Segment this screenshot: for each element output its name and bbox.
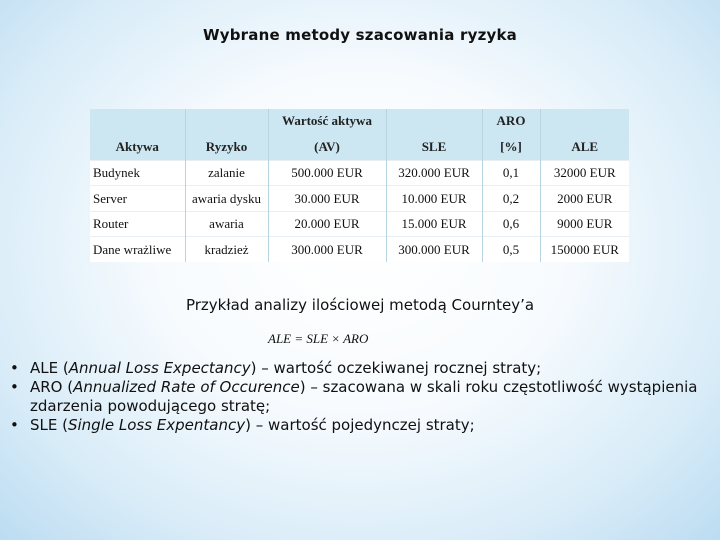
list-item — [8, 378, 708, 416]
bullet-icon: • — [10, 359, 19, 377]
table-row — [90, 186, 629, 211]
cell-av: 300.000 EUR — [268, 237, 386, 262]
cell-aro: 0,1 — [482, 161, 540, 186]
table-row — [90, 211, 629, 236]
definition-text: ) – szacowana w skali roku częstotliwość wystąpienia zdarzenia powodującego stratę; — [30, 378, 698, 415]
definition-abbr: ALE — [30, 359, 59, 377]
table-header-row — [90, 133, 629, 161]
definition-term: Single Loss Expentancy — [67, 416, 246, 434]
cell-asset: Server — [90, 186, 185, 211]
header-cell-empty — [90, 109, 185, 133]
cell-risk: zalanie — [185, 161, 268, 186]
cell-risk: awaria — [185, 211, 268, 236]
bullet-icon: • — [10, 416, 19, 434]
header-aro-unit: [%] — [482, 133, 540, 161]
cell-av: 20.000 EUR — [268, 211, 386, 236]
ale-formula: ALE = SLE × ARO — [268, 331, 369, 346]
table-caption: Przykład analizy ilościowej metodą Courntey’a — [185, 296, 535, 314]
slide-title: Wybrane metody szacowania ryzyka — [203, 26, 517, 44]
cell-ale: 2000 EUR — [540, 186, 629, 211]
definition-term: Annual Loss Expectancy — [68, 359, 251, 377]
definition-open-paren: ( — [62, 378, 74, 396]
definition-open-paren: ( — [58, 359, 69, 377]
header-sle: SLE — [386, 133, 482, 161]
header-cell-empty — [540, 109, 629, 133]
header-asset-value: Wartość aktywa — [268, 109, 386, 133]
header-cell-empty — [185, 109, 268, 133]
table-row — [90, 237, 629, 262]
header-cell-empty — [386, 109, 482, 133]
list-item — [8, 359, 708, 378]
cell-aro: 0,5 — [482, 237, 540, 262]
definition-abbr: ARO — [30, 378, 63, 396]
definition-abbr: SLE — [30, 416, 58, 434]
cell-sle: 15.000 EUR — [386, 211, 482, 236]
header-ale: ALE — [540, 133, 629, 161]
header-risk: Ryzyko — [185, 133, 268, 161]
cell-asset: Budynek — [90, 161, 185, 186]
cell-sle: 10.000 EUR — [386, 186, 482, 211]
cell-av: 30.000 EUR — [268, 186, 386, 211]
header-aro: ARO — [482, 109, 540, 133]
cell-ale: 9000 EUR — [540, 211, 629, 236]
cell-sle: 300.000 EUR — [386, 237, 482, 262]
table-header-row-top — [90, 109, 629, 133]
cell-risk: awaria dysku — [185, 186, 268, 211]
cell-ale: 150000 EUR — [540, 237, 629, 262]
cell-aro: 0,2 — [482, 186, 540, 211]
cell-ale: 32000 EUR — [540, 161, 629, 186]
definition-open-paren: ( — [57, 416, 68, 434]
list-item — [8, 416, 708, 435]
definition-text: ) – wartość oczekiwanej rocznej straty; — [250, 359, 542, 377]
cell-sle: 320.000 EUR — [386, 161, 482, 186]
definition-term: Annualized Rate of Occurence — [73, 378, 300, 396]
cell-risk: kradzież — [185, 237, 268, 262]
risk-analysis-table — [90, 109, 629, 262]
header-assets: Aktywa — [90, 133, 185, 161]
cell-av: 500.000 EUR — [268, 161, 386, 186]
cell-asset: Dane wrażliwe — [90, 237, 185, 262]
definition-text: ) – wartość pojedynczej straty; — [245, 416, 475, 434]
header-av: (AV) — [268, 133, 386, 161]
cell-aro: 0,6 — [482, 211, 540, 236]
definitions-list — [8, 359, 708, 435]
bullet-icon: • — [10, 378, 19, 396]
table-row — [90, 161, 629, 186]
cell-asset: Router — [90, 211, 185, 236]
